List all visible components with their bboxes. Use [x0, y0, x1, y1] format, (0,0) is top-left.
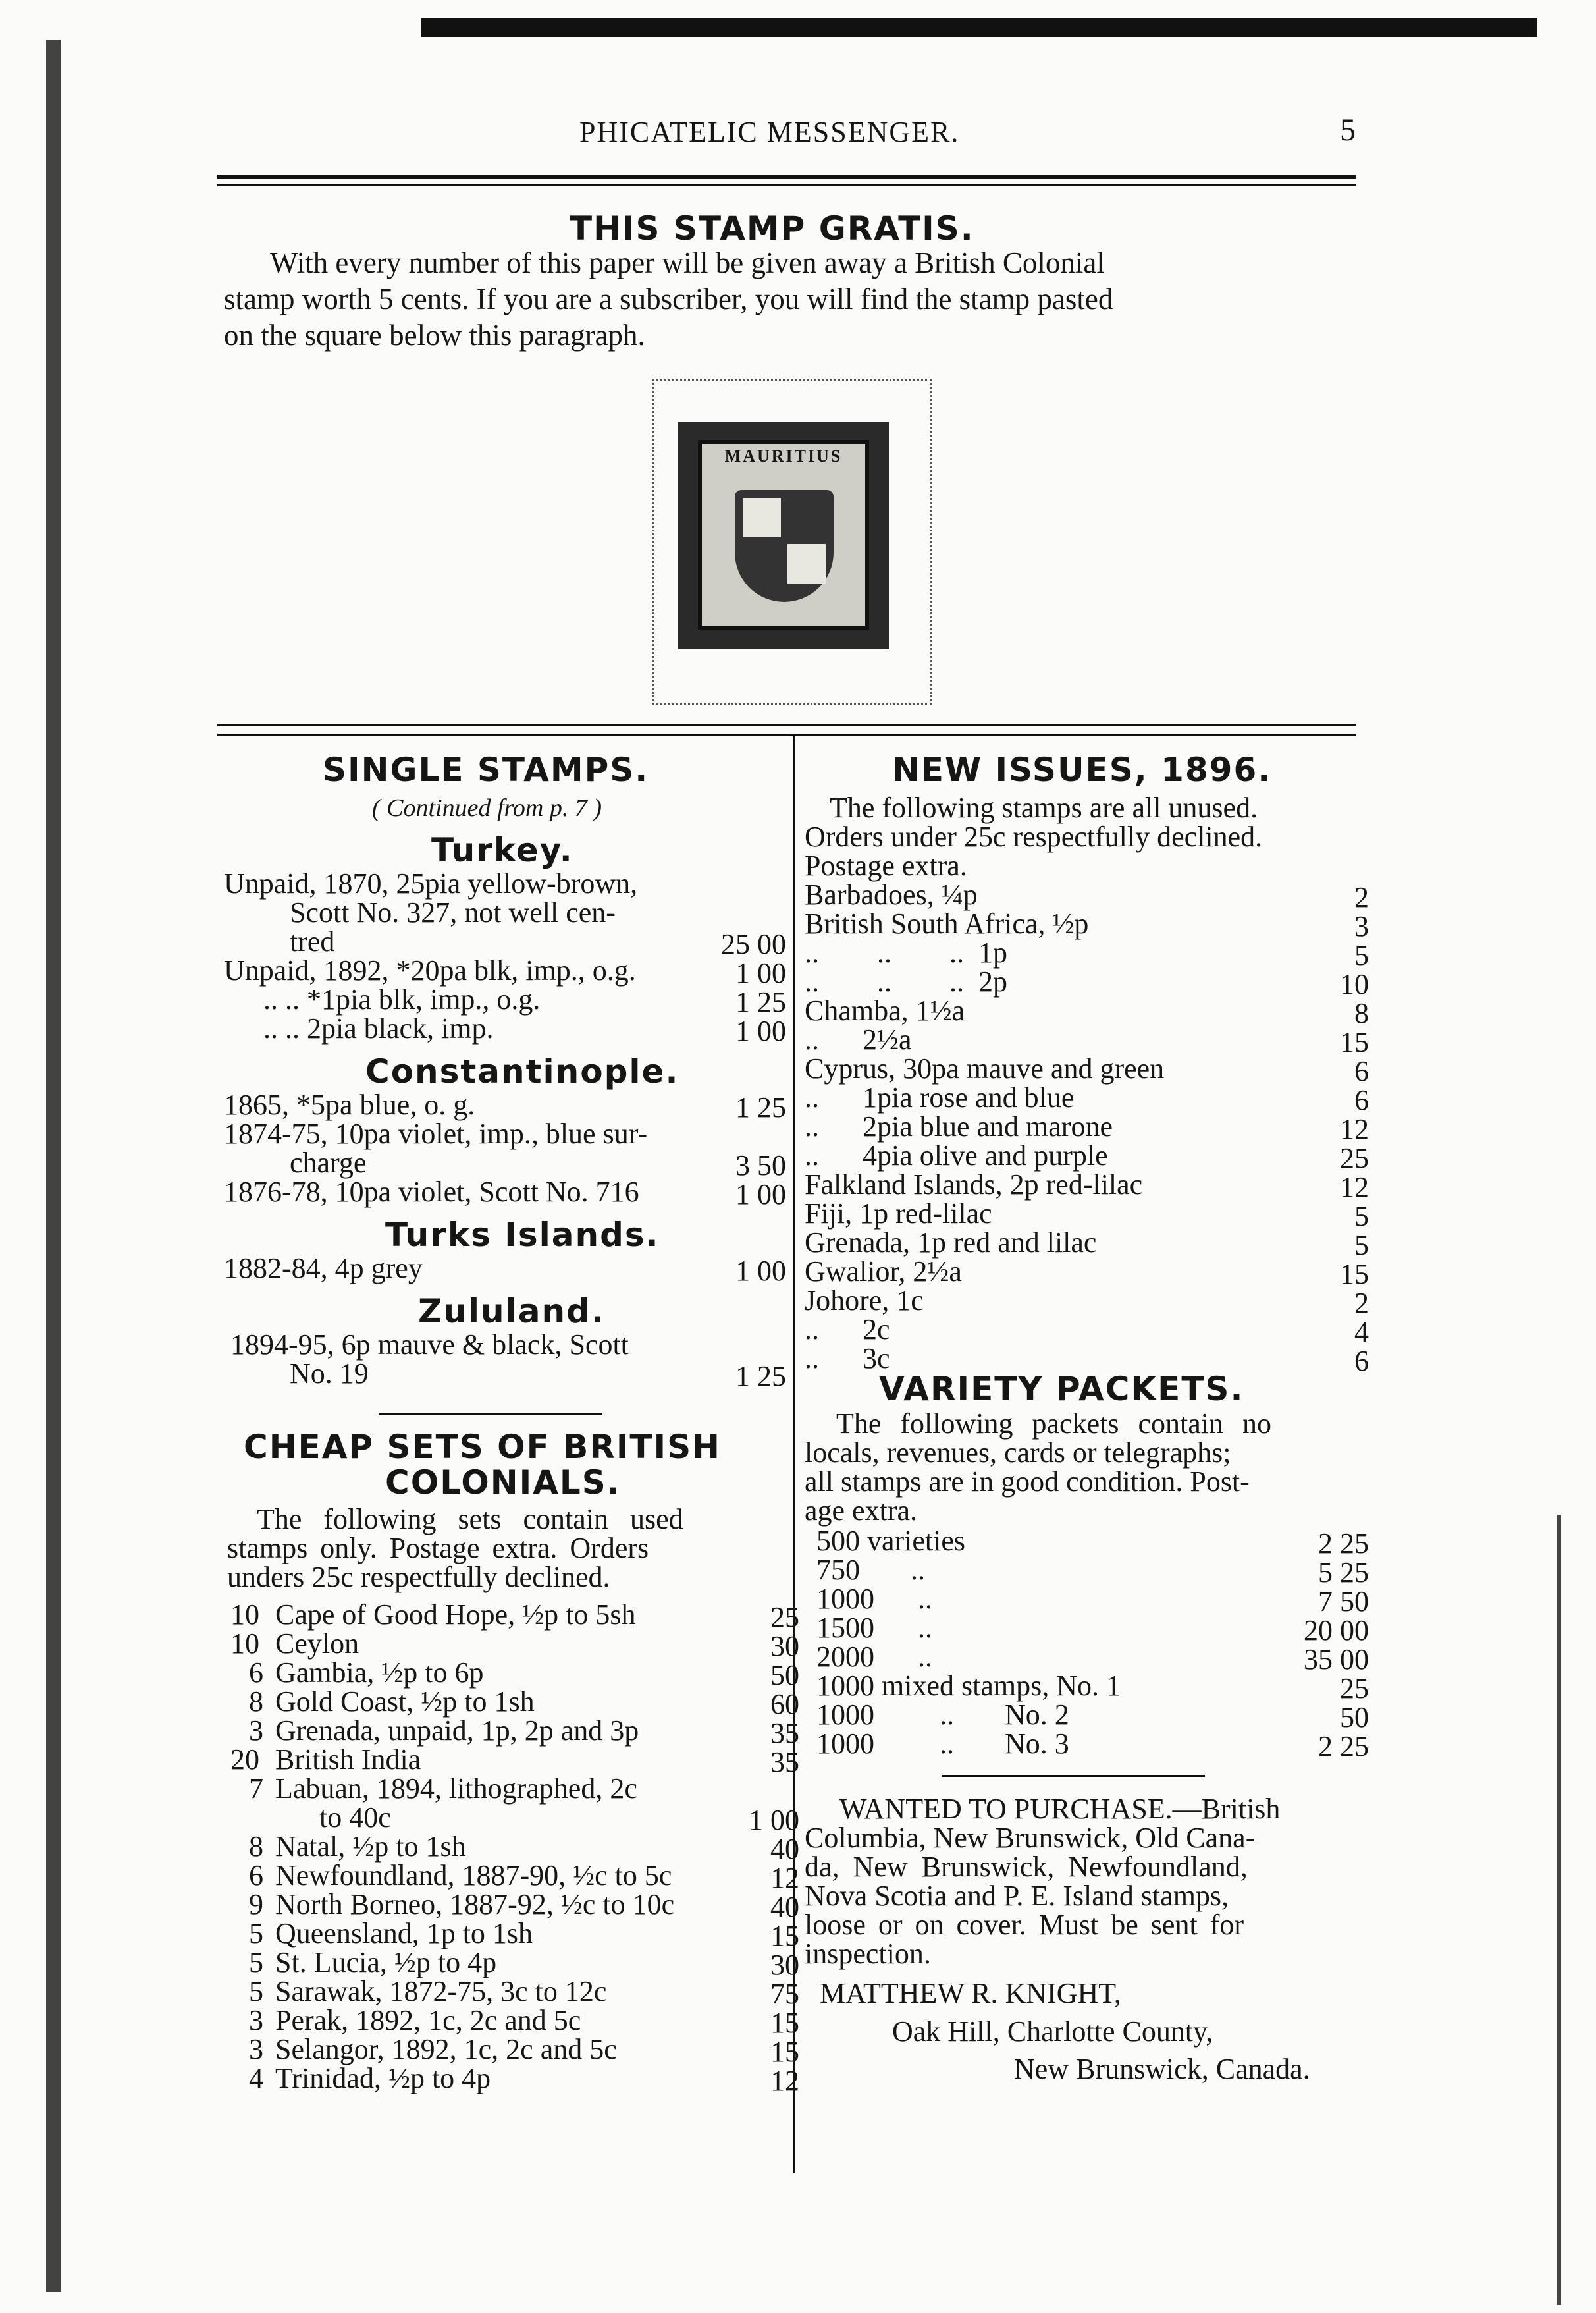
set-name: Labuan, 1894, lithographed, 2c: [275, 1772, 637, 1805]
stamp-entry-line: 1882-84, 4p grey: [224, 1252, 423, 1284]
set-qty: 3: [249, 1714, 263, 1747]
stamp-price: 1 25: [735, 986, 786, 1018]
new-issue-item: Johore, 1c: [805, 1284, 924, 1317]
stamp-country-text: MAURITIUS: [724, 447, 843, 466]
packet-item: 1500 ..: [816, 1612, 932, 1644]
constantinople-heading: Constantinople.: [365, 1052, 679, 1091]
new-issue-item: .. 4pia olive and purple: [805, 1139, 1108, 1172]
new-issue-price: 2: [1354, 1287, 1369, 1319]
set-price: 40: [770, 1891, 799, 1923]
new-issue-item: Barbadoes, ¼p: [805, 879, 978, 911]
stamp-price: 1 25: [735, 1091, 786, 1124]
header-rule: [217, 175, 1356, 179]
set-qty: 8: [249, 1830, 263, 1863]
set-qty: 4: [249, 2062, 263, 2094]
new-issue-item: Grenada, 1p red and lilac: [805, 1226, 1097, 1259]
cheap-sets-intro: The following sets contain used: [257, 1503, 683, 1535]
new-issue-item: .. 3c: [805, 1342, 890, 1374]
stamp-entry-line: No. 19: [290, 1357, 369, 1390]
set-qty: 5: [249, 1917, 263, 1949]
stamp-entry-line: 1876-78, 10pa violet, Scott No. 716: [224, 1176, 639, 1208]
postage-stamp-icon: [678, 422, 889, 649]
cheap-sets-title: CHEAP SETS OF BRITISH: [244, 1428, 721, 1466]
set-price: 40: [770, 1833, 799, 1865]
page-number: 5: [1340, 113, 1356, 148]
set-price: 35: [770, 1746, 799, 1778]
gratis-title: THIS STAMP GRATIS.: [570, 209, 974, 248]
set-price: 15: [770, 2036, 799, 2068]
scan-edge-right: [1557, 1515, 1561, 2305]
stamp-price: 3 50: [735, 1149, 786, 1182]
set-name: North Borneo, 1887-92, ½c to 10c: [275, 1888, 675, 1920]
stamp-price: 1 00: [735, 1255, 786, 1287]
packet-price: 25: [1340, 1672, 1369, 1704]
new-issue-item: .. .. .. 2p: [805, 966, 1007, 998]
stamp-price: 1 00: [735, 1015, 786, 1047]
set-name: Perak, 1892, 1c, 2c and 5c: [275, 2004, 581, 2036]
new-issue-price: 6: [1354, 1084, 1369, 1116]
set-price: 30: [770, 1949, 799, 1981]
new-issue-item: Falkland Islands, 2p red-lilac: [805, 1168, 1143, 1201]
set-price: 1 00: [749, 1804, 799, 1836]
variety-intro: The following packets contain no: [836, 1407, 1271, 1440]
new-issue-price: 5: [1354, 939, 1369, 971]
advertiser-address: New Brunswick, Canada.: [1014, 2053, 1310, 2085]
new-issue-price: 8: [1354, 997, 1369, 1029]
new-issue-price: 2: [1354, 881, 1369, 913]
advertiser-name: MATTHEW R. KNIGHT,: [820, 1977, 1121, 2009]
new-issue-price: 6: [1354, 1055, 1369, 1087]
set-qty: 5: [249, 1946, 263, 1978]
stamp-price: 25 00: [721, 928, 786, 960]
packet-price: 2 25: [1318, 1527, 1369, 1560]
new-issue-item: .. 2pia blue and marone: [805, 1110, 1113, 1143]
stamp-entry-line: 1865, *5pa blue, o. g.: [224, 1089, 475, 1121]
set-qty: 20: [230, 1743, 259, 1776]
set-price: 12: [770, 2065, 799, 2097]
set-qty: 3: [249, 2004, 263, 2036]
gratis-line: on the square below this paragraph.: [224, 319, 645, 352]
packet-item: 750 ..: [816, 1554, 925, 1586]
new-issue-price: 15: [1340, 1258, 1369, 1290]
stamp-entry-line: Scott No. 327, not well cen-: [290, 896, 616, 929]
packet-item: 500 varieties: [816, 1525, 966, 1557]
set-name: Cape of Good Hope, ½p to 5sh: [275, 1598, 636, 1631]
new-issue-item: .. 2c: [805, 1313, 890, 1346]
stamp-price: 1 25: [735, 1360, 786, 1392]
stamp-entry-line: .. .. 2pia black, imp.: [263, 1012, 494, 1045]
new-issues-intro: The following stamps are all unused.: [830, 792, 1258, 824]
section-rule-2: [217, 734, 1356, 736]
stamp-entry-line: charge: [290, 1147, 367, 1179]
new-issue-price: 3: [1354, 910, 1369, 942]
set-qty: 6: [249, 1656, 263, 1689]
packet-price: 7 50: [1318, 1585, 1369, 1618]
variety-packets-title: VARIETY PACKETS.: [879, 1370, 1244, 1408]
new-issues-title: NEW ISSUES, 1896.: [892, 751, 1272, 789]
set-name: Ceylon: [275, 1627, 359, 1660]
set-qty: 8: [249, 1685, 263, 1718]
set-name: Selangor, 1892, 1c, 2c and 5c: [275, 2033, 617, 2065]
set-name: Newfoundland, 1887-90, ½c to 5c: [275, 1859, 672, 1891]
packet-item: 1000 mixed stamps, No. 1: [816, 1670, 1121, 1702]
set-name: Queensland, 1p to 1sh: [275, 1917, 533, 1949]
wanted-line: Nova Scotia and P. E. Island stamps,: [805, 1880, 1229, 1912]
new-issue-item: Gwalior, 2½a: [805, 1255, 962, 1288]
single-stamps-title: SINGLE STAMPS.: [323, 751, 649, 789]
set-price: 50: [770, 1659, 799, 1691]
gratis-line: With every number of this paper will be given away a British Colonial: [270, 246, 1105, 279]
set-price: 25: [770, 1601, 799, 1633]
section-rule: [217, 724, 1356, 726]
new-issues-intro: Postage extra.: [805, 850, 967, 882]
new-issue-item: .. .. .. 1p: [805, 937, 1007, 969]
set-qty: 3: [249, 2033, 263, 2065]
turks-islands-heading: Turks Islands.: [385, 1216, 660, 1254]
new-issue-price: 12: [1340, 1113, 1369, 1145]
set-name: Grenada, unpaid, 1p, 2p and 3p: [275, 1714, 639, 1747]
set-price: 60: [770, 1688, 799, 1720]
packet-price: 5 25: [1318, 1556, 1369, 1589]
new-issue-item: .. 1pia rose and blue: [805, 1081, 1075, 1114]
new-issue-item: British South Africa, ½p: [805, 908, 1089, 940]
section-separator: [379, 1413, 602, 1415]
new-issue-price: 10: [1340, 968, 1369, 1000]
packet-item: 1000 ..: [816, 1583, 932, 1615]
advertiser-address: Oak Hill, Charlotte County,: [892, 2015, 1213, 2048]
scan-edge-left: [46, 40, 61, 2292]
new-issue-item: Chamba, 1½a: [805, 994, 965, 1027]
packet-item: 1000 .. No. 3: [816, 1728, 1069, 1760]
header-rule-thin: [217, 184, 1356, 186]
packet-price: 20 00: [1304, 1614, 1369, 1646]
set-price: 15: [770, 2007, 799, 2039]
stamp-price: 1 00: [735, 1178, 786, 1211]
stamp-entry-line: Unpaid, 1870, 25pia yellow-brown,: [224, 867, 638, 900]
turkey-heading: Turkey.: [431, 831, 573, 869]
continued-note: ( Continued from p. 7 ): [372, 794, 602, 822]
wanted-line: loose or on cover. Must be sent for: [805, 1909, 1244, 1941]
set-price: 30: [770, 1630, 799, 1662]
stamp-entry-line: 1894-95, 6p mauve & black, Scott: [230, 1328, 629, 1361]
wanted-line: inspection.: [805, 1938, 931, 1970]
variety-intro: age extra.: [805, 1494, 917, 1527]
section-separator: [942, 1775, 1205, 1777]
zululand-heading: Zululand.: [418, 1292, 605, 1330]
set-name: Sarawak, 1872-75, 3c to 12c: [275, 1975, 607, 2007]
set-qty: 9: [249, 1888, 263, 1920]
new-issue-item: Fiji, 1p red-lilac: [805, 1197, 992, 1230]
set-qty: 5: [249, 1975, 263, 2007]
set-price: 15: [770, 1920, 799, 1952]
gratis-line: stamp worth 5 cents. If you are a subscriber, you will find the stamp pasted: [224, 283, 1113, 315]
new-issue-price: 25: [1340, 1142, 1369, 1174]
stamp-entry-line: tred: [290, 925, 335, 958]
packet-price: 50: [1340, 1701, 1369, 1733]
set-name: British India: [275, 1743, 421, 1776]
set-name: to 40c: [319, 1801, 391, 1834]
stamp-entry-line: 1874-75, 10pa violet, imp., blue sur-: [224, 1118, 648, 1150]
coat-of-arms-icon: [735, 490, 834, 602]
variety-intro: locals, revenues, cards or telegraphs;: [805, 1436, 1231, 1469]
set-qty: 10: [230, 1627, 259, 1660]
variety-intro: all stamps are in good condition. Post-: [805, 1465, 1250, 1498]
new-issue-price: 15: [1340, 1026, 1369, 1058]
cheap-sets-intro: stamps only. Postage extra. Orders: [227, 1532, 649, 1564]
running-title: PHICATELIC MESSENGER.: [579, 116, 960, 148]
wanted-line: Columbia, New Brunswick, Old Cana-: [805, 1822, 1256, 1854]
new-issue-price: 4: [1354, 1316, 1369, 1348]
packet-price: 35 00: [1304, 1643, 1369, 1675]
stamp-price: 1 00: [735, 957, 786, 989]
top-border-line: [421, 18, 1537, 37]
set-name: Gold Coast, ½p to 1sh: [275, 1685, 535, 1718]
cheap-sets-title-2: COLONIALS.: [385, 1463, 621, 1502]
packet-item: 1000 .. No. 2: [816, 1699, 1069, 1731]
set-name: Gambia, ½p to 6p: [275, 1656, 484, 1689]
packet-item: 2000 ..: [816, 1641, 932, 1673]
wanted-line: da, New Brunswick, Newfoundland,: [805, 1851, 1248, 1883]
gratis-paragraph: [224, 245, 1370, 354]
new-issue-price: 12: [1340, 1171, 1369, 1203]
new-issue-price: 5: [1354, 1229, 1369, 1261]
set-name: St. Lucia, ½p to 4p: [275, 1946, 497, 1978]
set-qty: 10: [230, 1598, 259, 1631]
set-qty: 7: [249, 1772, 263, 1805]
set-qty: 6: [249, 1859, 263, 1891]
cheap-sets-intro: unders 25c respectfully declined.: [227, 1561, 610, 1593]
packet-price: 2 25: [1318, 1730, 1369, 1762]
stamp-entry-line: Unpaid, 1892, *20pa blk, imp., o.g.: [224, 954, 636, 987]
set-name: Trinidad, ½p to 4p: [275, 2062, 491, 2094]
set-price: 35: [770, 1717, 799, 1749]
stamp-entry-line: .. .. *1pia blk, imp., o.g.: [263, 983, 541, 1016]
new-issue-item: .. 2½a: [805, 1023, 912, 1056]
new-issue-price: 5: [1354, 1200, 1369, 1232]
set-price: 75: [770, 1978, 799, 2010]
new-issue-item: Cyprus, 30pa mauve and green: [805, 1052, 1165, 1085]
new-issues-intro: Orders under 25c respectfully declined.: [805, 821, 1263, 853]
new-issue-price: 6: [1354, 1345, 1369, 1377]
wanted-line: WANTED TO PURCHASE.—British: [839, 1793, 1281, 1825]
set-name: Natal, ½p to 1sh: [275, 1830, 466, 1863]
set-price: 12: [770, 1862, 799, 1894]
